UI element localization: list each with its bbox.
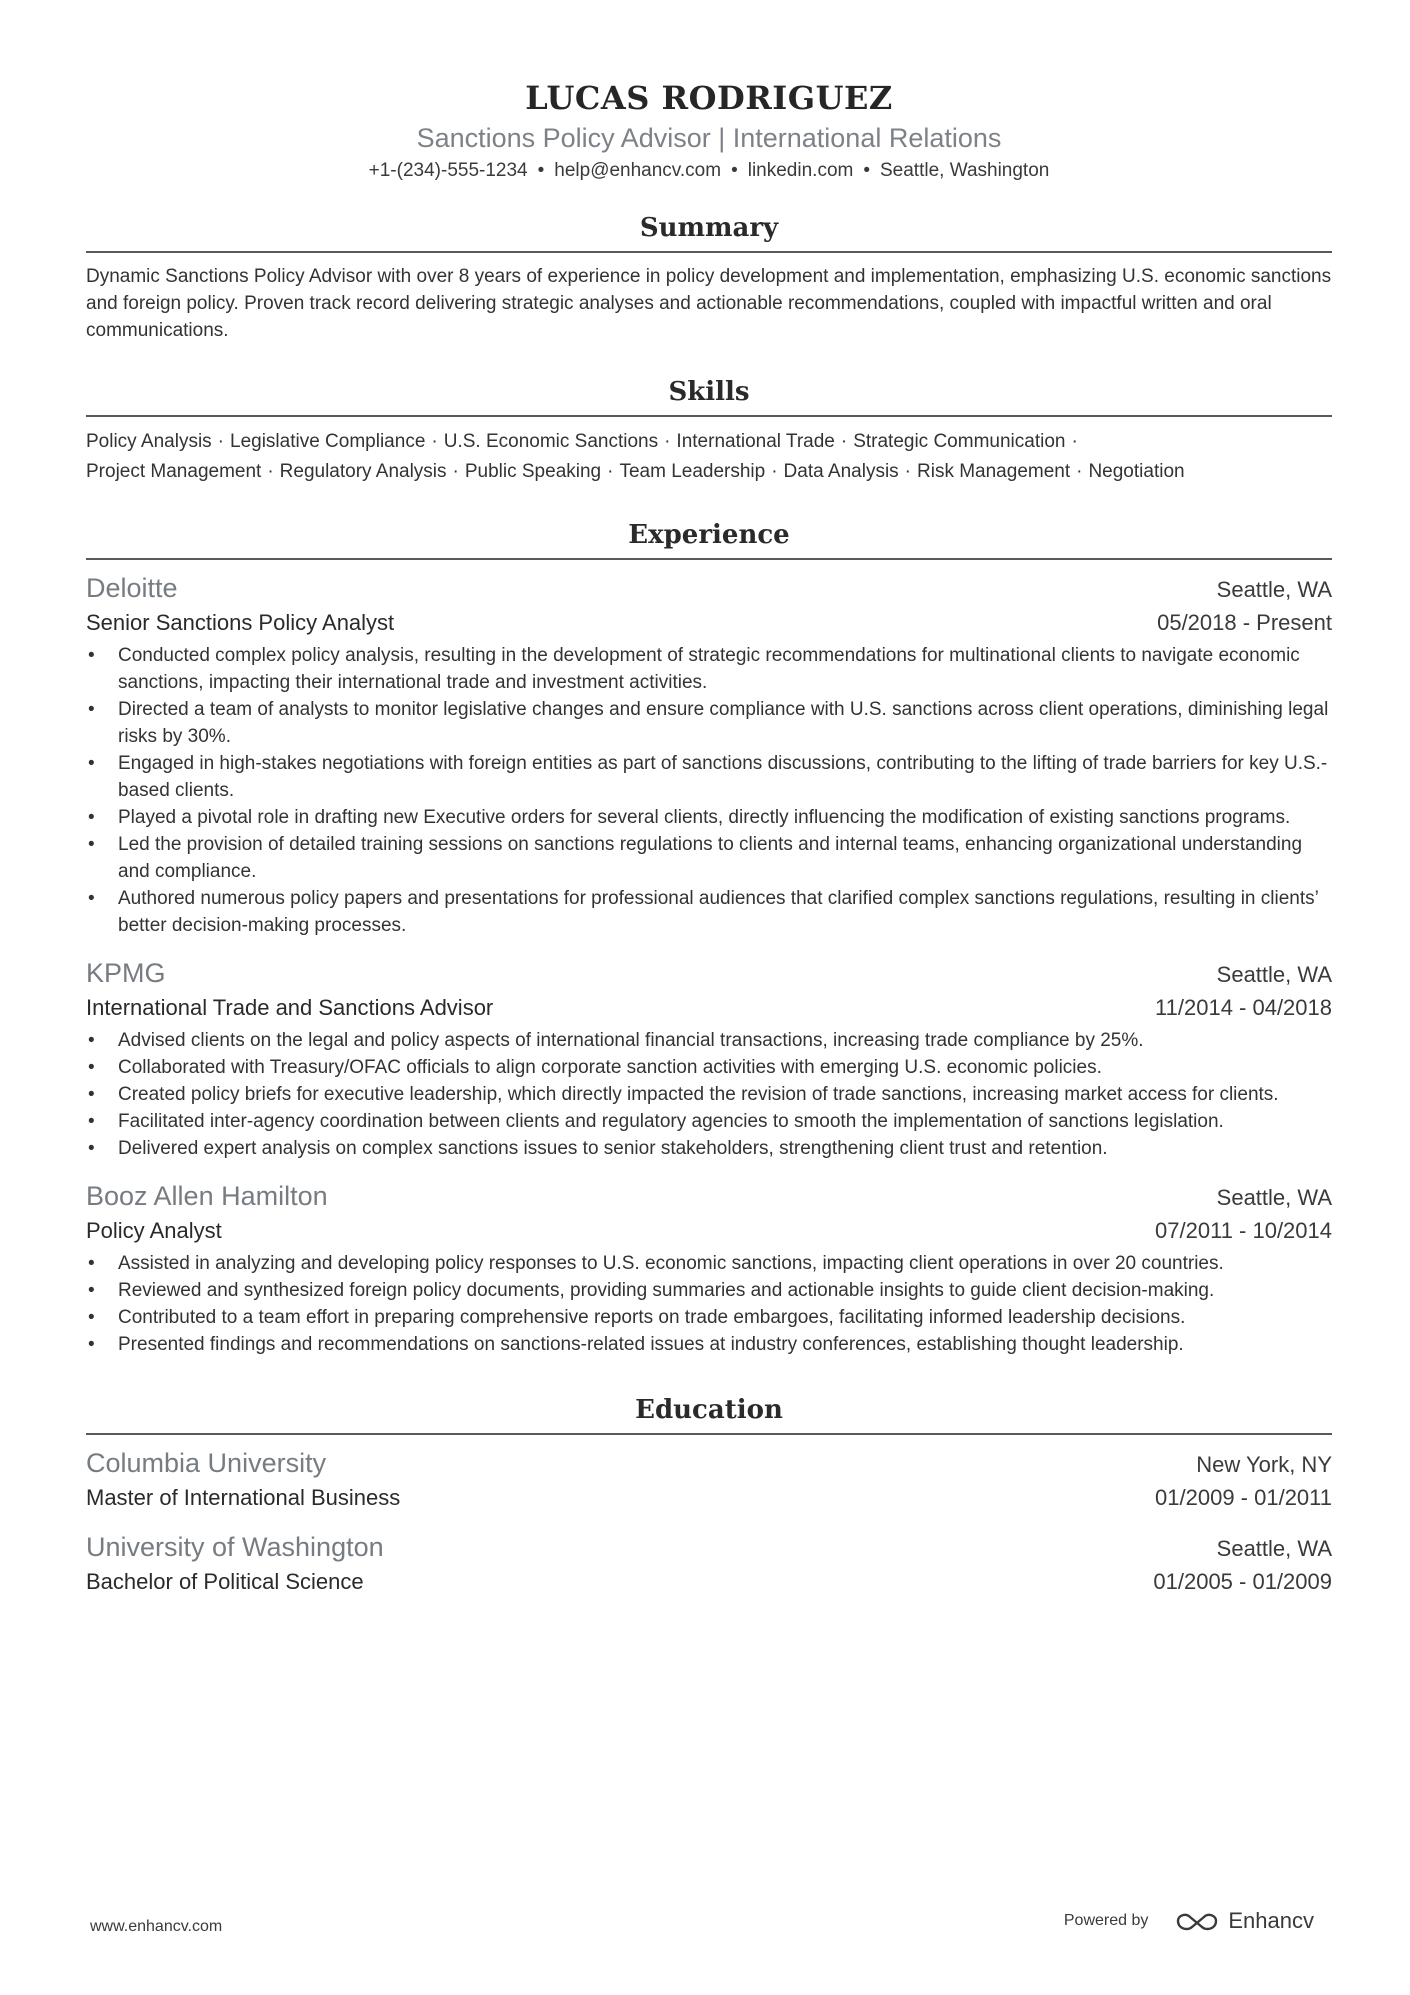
skill-item: Regulatory Analysis · xyxy=(279,461,459,482)
experience-heading: Experience xyxy=(86,517,1332,560)
job-bullet: • Led the provision of detailed training sessions on sanctions regulations to clients and internal teams, enhancing organizational understanding and compliance. xyxy=(118,831,1332,885)
job-bullet: • Created policy briefs for executive leadership, which directly impacted the revision of trade sanctions, increasing market access for clients. xyxy=(118,1081,1332,1108)
skill-item: Team Leadership · xyxy=(619,461,778,482)
job-bullet: • Reviewed and synthesized foreign policy documents, providing summaries and actionable insights to guide client decision-making. xyxy=(118,1277,1332,1304)
skill-item: International Trade · xyxy=(676,431,848,452)
resume-page xyxy=(86,76,1332,1597)
job-bullet: • Played a pivotal role in drafting new Executive orders for several clients, directly influencing the modification of existing sanctions programs. xyxy=(118,804,1332,831)
job-location: Seattle, WA xyxy=(1216,577,1332,602)
job-bullet: • Delivered expert analysis on complex sanctions issues to senior stakeholders, strengthening client trust and retention. xyxy=(118,1135,1332,1162)
contact-phone: +1-(234)-555-1234 xyxy=(368,160,528,181)
company-name: Booz Allen Hamilton xyxy=(86,1181,328,1211)
job-bullet: • Advised clients on the legal and policy aspects of international financial transactions, increasing trade compliance by 25%. xyxy=(118,1027,1332,1054)
experience-section xyxy=(86,517,1332,1358)
education-heading: Education xyxy=(86,1392,1332,1435)
enhancv-logo-icon xyxy=(1174,1909,1220,1933)
job-bullet: • Contributed to a team effort in preparing comprehensive reports on trade embargoes, facilitating informed leadership decisions. xyxy=(118,1304,1332,1331)
job-bullets xyxy=(86,1250,1332,1358)
school-name: Columbia University xyxy=(86,1448,327,1478)
contact-line xyxy=(86,158,1332,184)
education-dates: 01/2009 - 01/2011 xyxy=(1155,1485,1332,1510)
skill-item: Risk Management · xyxy=(917,461,1083,482)
enhancv-logo[interactable] xyxy=(1174,1908,1314,1934)
job-bullet: • Engaged in high-stakes negotiations with foreign entities as part of sanctions discussions, contributing to the lifting of trade barriers for key U.S.-based clients. xyxy=(118,750,1332,804)
summary-heading: Summary xyxy=(86,210,1332,253)
job-bullet: • Authored numerous policy papers and presentations for professional audiences that clarified complex sanctions regulations, resulting in clients’ better decision-making processes. xyxy=(118,885,1332,939)
skills-list xyxy=(86,427,1332,487)
skill-item: Legislative Compliance · xyxy=(230,431,438,452)
job-bullets xyxy=(86,1027,1332,1162)
experience-entry-kpmg xyxy=(86,955,1332,1162)
job-role: Senior Sanctions Policy Analyst xyxy=(86,610,395,635)
education-section xyxy=(86,1392,1332,1597)
job-bullet: • Directed a team of analysts to monitor legislative changes and ensure compliance with U.S. sanctions across client operations, diminishing legal risks by 30%. xyxy=(118,696,1332,750)
company-name: Deloitte xyxy=(86,573,178,603)
candidate-title: Sanctions Policy Advisor | International Relations xyxy=(416,123,1002,153)
contact-linkedin: linkedin.com xyxy=(747,160,854,181)
job-role: International Trade and Sanctions Advisor xyxy=(86,995,494,1020)
experience-entry-booz-allen xyxy=(86,1178,1332,1358)
company-name: KPMG xyxy=(86,958,166,988)
powered-by-label: Powered by xyxy=(1063,1912,1149,1929)
candidate-name: LUCAS RODRIGUEZ xyxy=(525,79,893,117)
education-entry-columbia xyxy=(86,1445,1332,1513)
contact-separator: • xyxy=(731,160,738,181)
skills-heading: Skills xyxy=(86,374,1332,417)
job-location: Seattle, WA xyxy=(1216,1185,1332,1210)
job-bullet: • Assisted in analyzing and developing policy responses to U.S. economic sanctions, impacting client operations in over 20 countries. xyxy=(118,1250,1332,1277)
summary-section xyxy=(86,210,1332,344)
degree: Master of International Business xyxy=(86,1485,401,1510)
contact-location: Seattle, Washington xyxy=(880,160,1050,181)
summary-text: Dynamic Sanctions Policy Advisor with over 8 years of experience in policy development and implementation, emphasizing U.S. economic sanctions and foreign policy. Proven track record delivering strategic analyses and actionable recommendations, coupled with impactful written and oral communications. xyxy=(86,266,1332,341)
experience-entry-deloitte xyxy=(86,570,1332,939)
job-location: Seattle, WA xyxy=(1216,962,1332,987)
job-bullet: • Facilitated inter-agency coordination between clients and regulatory agencies to smooth the implementation of sanctions legislation. xyxy=(118,1108,1332,1135)
job-bullets xyxy=(86,642,1332,939)
school-name: University of Washington xyxy=(86,1532,384,1562)
enhancv-brand-name: Enhancv xyxy=(1228,1908,1314,1933)
skill-item: Negotiation xyxy=(1088,461,1185,482)
job-dates: 07/2011 - 10/2014 xyxy=(1155,1218,1332,1243)
contact-email: help@enhancv.com xyxy=(554,160,722,181)
skills-section xyxy=(86,374,1332,487)
resume-header xyxy=(86,76,1332,184)
school-location: Seattle, WA xyxy=(1216,1536,1332,1561)
job-bullet: • Collaborated with Treasury/OFAC officials to align corporate sanction activities with emerging U.S. economic policies. xyxy=(118,1054,1332,1081)
degree: Bachelor of Political Science xyxy=(86,1569,364,1594)
skill-item: U.S. Economic Sanctions · xyxy=(443,431,671,452)
job-role: Policy Analyst xyxy=(86,1218,222,1243)
footer-website[interactable]: www.enhancv.com xyxy=(90,1918,223,1935)
job-bullet: • Presented findings and recommendations on sanctions-related issues at industry conferences, establishing thought leadership. xyxy=(118,1331,1332,1358)
education-dates: 01/2005 - 01/2009 xyxy=(1153,1569,1332,1594)
contact-separator: • xyxy=(537,160,545,181)
skill-item: Public Speaking · xyxy=(464,461,614,482)
job-dates: 11/2014 - 04/2018 xyxy=(1155,995,1332,1020)
skill-item: Policy Analysis · xyxy=(86,431,224,452)
contact-separator: • xyxy=(863,160,870,181)
skill-item: Data Analysis · xyxy=(783,461,911,482)
footer-branding xyxy=(1064,1908,1314,1934)
education-entry-uw xyxy=(86,1529,1332,1597)
job-bullet: • Conducted complex policy analysis, resulting in the development of strategic recommendations for multinational clients to navigate economic sanctions, impacting their international trade and investment activities. xyxy=(118,642,1332,696)
school-location: New York, NY xyxy=(1196,1452,1332,1477)
skill-item: Strategic Communication · xyxy=(853,431,1078,452)
skill-item: Project Management · xyxy=(86,461,274,482)
job-dates: 05/2018 - Present xyxy=(1157,610,1332,635)
